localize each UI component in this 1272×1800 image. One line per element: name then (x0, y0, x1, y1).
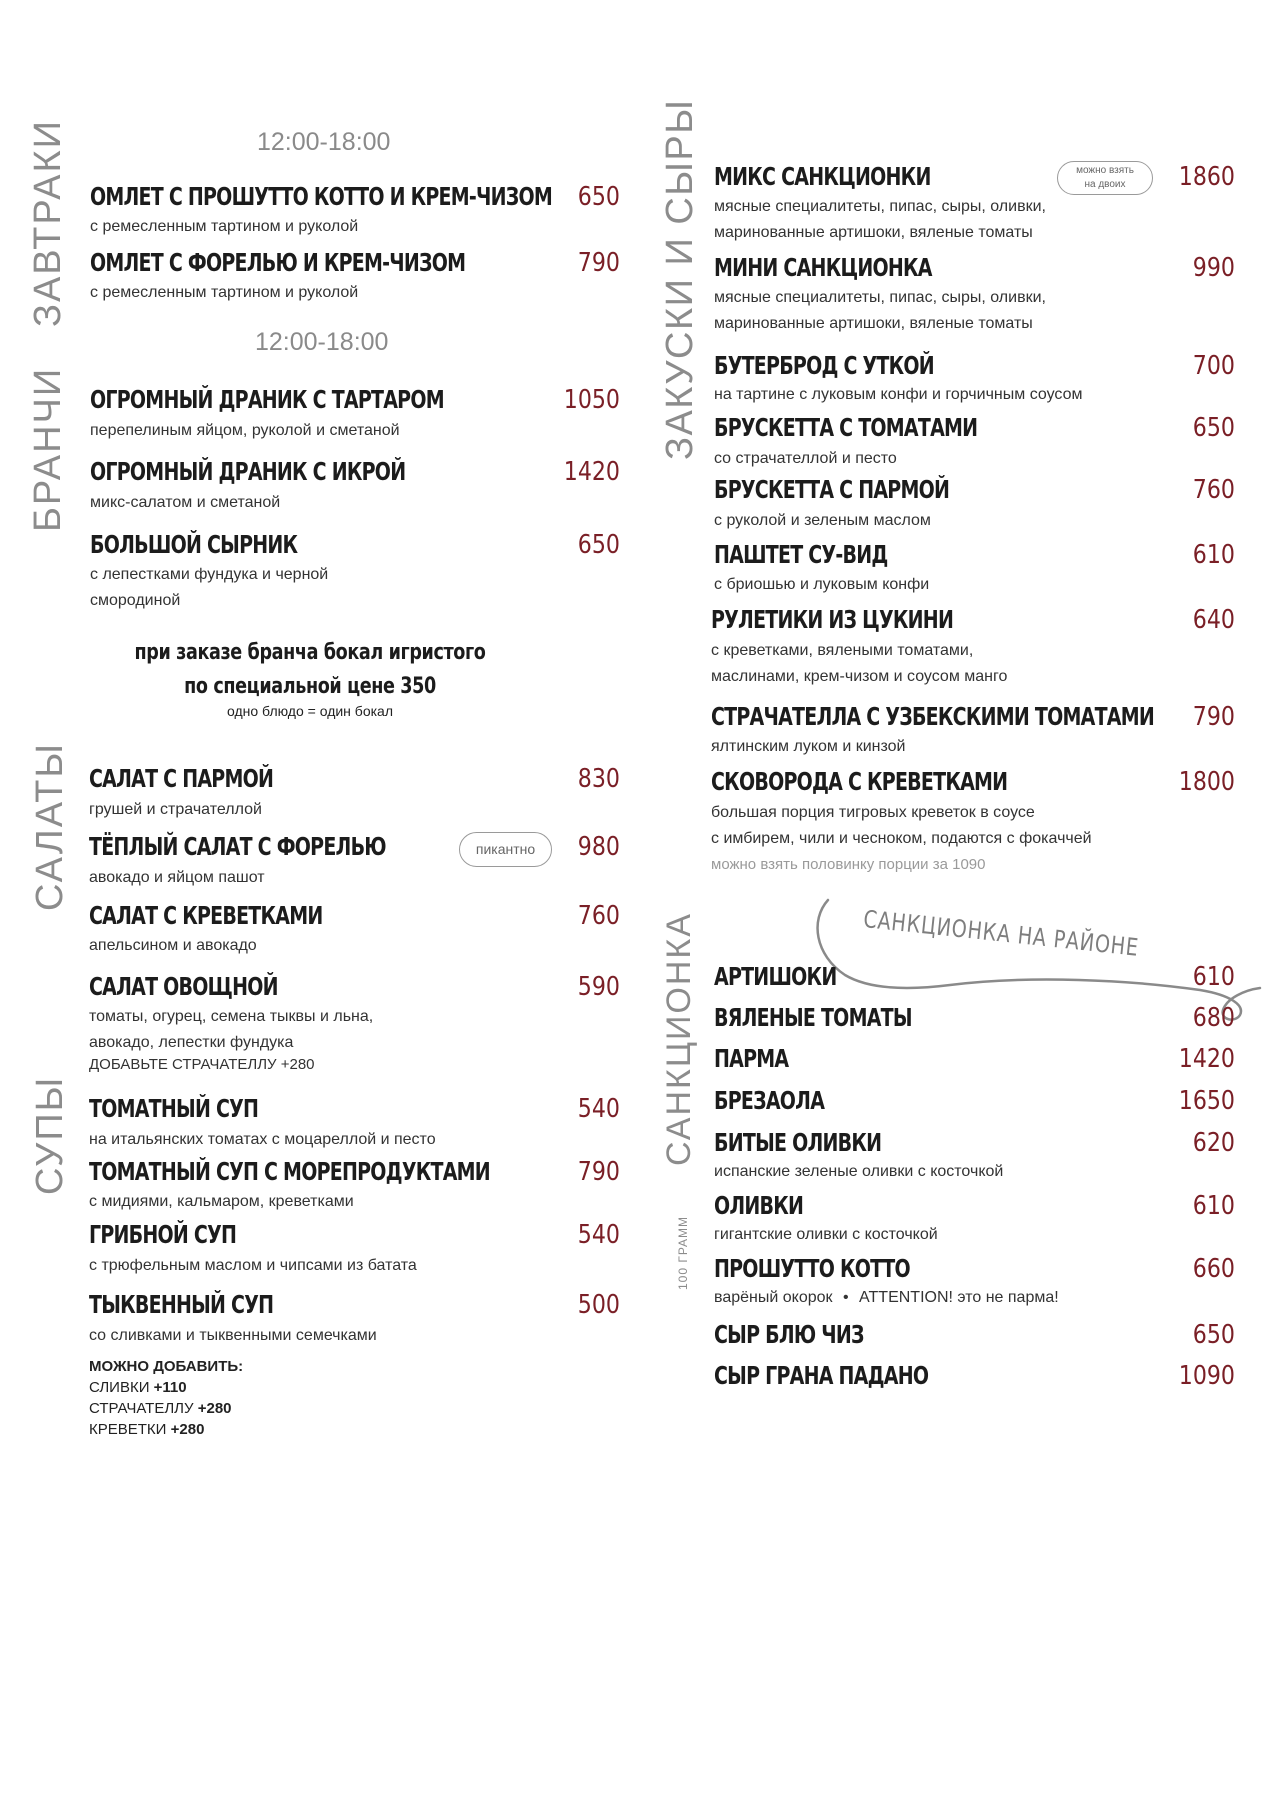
menu-item-name: ВЯЛЕНЫЕ ТОМАТЫ (714, 1003, 912, 1032)
menu-item-name: ОЛИВКИ (714, 1191, 804, 1220)
menu-item-price: 540 (577, 1094, 620, 1124)
menu-item-price: 610 (1192, 540, 1235, 570)
menu-item-price: 980 (577, 832, 620, 862)
menu-item-desc: с руколой и зеленым маслом (714, 512, 931, 529)
menu-item-name: СЫР БЛЮ ЧИЗ (714, 1320, 864, 1349)
menu-item-desc: с имбирем, чили и чесноком, подаются с фокаччей (711, 830, 1092, 847)
addon-price: +280 (170, 1421, 205, 1438)
menu-item-desc: микс-салатом и сметаной (90, 494, 281, 511)
menu-item-name: ПАРМА (714, 1044, 789, 1073)
menu-item-name: СКОВОРОДА С КРЕВЕТКАМИ (711, 767, 1008, 796)
menu-item-price: 650 (577, 182, 620, 212)
menu-item-price: 620 (1192, 1128, 1235, 1158)
menu-item-name: ОГРОМНЫЙ ДРАНИК С ТАРТАРОМ (90, 385, 444, 414)
menu-item-desc: с мидиями, кальмаром, креветками (89, 1193, 354, 1210)
menu-item-name: САЛАТ ОВОЩНОЙ (89, 972, 278, 1001)
menu-item-desc: с ремесленным тартином и руколой (90, 284, 359, 301)
menu-item-price: 660 (1192, 1254, 1235, 1284)
menu-item-name: ТОМАТНЫЙ СУП С МОРЕПРОДУКТАМИ (89, 1157, 490, 1186)
menu-item-desc: томаты, огурец, семена тыквы и льна, (89, 1008, 374, 1025)
menu-item-name: БРУСКЕТТА С ТОМАТАМИ (714, 413, 978, 442)
soup-addon-row (89, 1400, 232, 1417)
menu-item-desc (714, 1285, 1059, 1311)
menu-item-price: 760 (1192, 475, 1235, 505)
menu-item-name: ТЫКВЕННЫЙ СУП (89, 1290, 274, 1319)
menu-item-desc: мясные специалитеты, пипас, сыры, оливки, (714, 198, 1046, 215)
addon-label: СТРАЧАТЕЛЛУ (89, 1400, 194, 1417)
menu-item-desc: с ремесленным тартином и руколой (90, 218, 359, 235)
desc-text: варёный окорок (714, 1289, 833, 1306)
menu-item-name: БРУСКЕТТА С ПАРМОЙ (714, 475, 950, 504)
menu-item-price: 1090 (1178, 1361, 1235, 1391)
brunch-time: 12:00-18:00 (255, 328, 389, 356)
menu-item-name: БОЛЬШОЙ СЫРНИК (90, 530, 298, 559)
menu-item-price: 700 (1192, 351, 1235, 381)
menu-item-desc: маринованные артишоки, вяленые томаты (714, 315, 1033, 332)
menu-item-price: 790 (577, 248, 620, 278)
menu-item-desc: на тартине с луковым конфи и горчичным соусом (714, 386, 1083, 403)
menu-item-desc: мясные специалитеты, пипас, сыры, оливки, (714, 289, 1046, 306)
menu-item-desc: маслинами, крем-чизом и соусом манго (711, 668, 1008, 685)
share-badge-line: на двоих (1084, 179, 1126, 190)
brunch-promo-line: при заказе бранча бокал игристого (134, 640, 486, 665)
menu-item-desc: гигантские оливки с косточкой (714, 1226, 938, 1243)
addon-price: +280 (197, 1400, 232, 1417)
menu-item-desc: большая порция тигровых креветок в соусе (711, 804, 1035, 821)
section-title-snacks: ЗАКУСКИ И СЫРЫ (659, 98, 701, 460)
menu-item-desc: авокадо, лепестки фундука (89, 1034, 294, 1051)
soup-addon-row (89, 1379, 187, 1396)
menu-item-price: 790 (1192, 702, 1235, 732)
unit-label: 100 ГРАММ (676, 1215, 690, 1290)
menu-item-price: 610 (1192, 1191, 1235, 1221)
menu-item-desc: перепелиным яйцом, руколой и сметаной (90, 422, 400, 439)
addon-label: КРЕВЕТКИ (89, 1421, 167, 1438)
soup-addons-title (89, 1358, 243, 1375)
menu-item-desc: маринованные артишоки, вяленые томаты (714, 224, 1033, 241)
menu-item-desc: со сливками и тыквенными семечками (89, 1327, 377, 1344)
menu-item-price: 500 (577, 1290, 620, 1320)
soup-addons-title-text: МОЖНО ДОБАВИТЬ: (89, 1358, 244, 1375)
menu-item-addon: ДОБАВЬТЕ СТРАЧАТЕЛЛУ +280 (89, 1056, 315, 1073)
menu-item-name: ГРИБНОЙ СУП (89, 1220, 237, 1249)
section-title-brunch: БРАНЧИ (27, 366, 69, 532)
menu-item-desc: с лепестками фундука и черной (90, 566, 329, 583)
menu-item-desc: авокадо и яйцом пашот (89, 869, 265, 886)
menu-item-name: ТЁПЛЫЙ САЛАТ С ФОРЕЛЬЮ (89, 832, 386, 861)
menu-item-price: 540 (577, 1220, 620, 1250)
menu-item-price: 650 (1192, 1320, 1235, 1350)
menu-item-desc: со страчателлой и песто (714, 450, 897, 467)
share-badge-line: можно взять (1076, 165, 1134, 176)
menu-item-price: 590 (577, 972, 620, 1002)
brunch-promo-line: по специальной цене 350 (184, 674, 436, 699)
menu-item-name: ОГРОМНЫЙ ДРАНИК С ИКРОЙ (90, 457, 406, 486)
menu-item-desc: с креветками, вялеными томатами, (711, 642, 974, 659)
section-title-sanctionka: САНКЦИОНКА (660, 912, 698, 1166)
menu-item-desc: апельсином и авокадо (89, 937, 257, 954)
menu-item-name: ОМЛЕТ С ПРОШУТТО КОТТО И КРЕМ-ЧИЗОМ (90, 182, 553, 211)
ribbon-text: САНКЦИОНКА НА РАЙОНЕ (862, 905, 1141, 962)
menu-item-name: РУЛЕТИКИ ИЗ ЦУКИНИ (711, 605, 954, 634)
spicy-badge: пикантно (459, 832, 552, 867)
menu-item-name: ОМЛЕТ С ФОРЕЛЬЮ И КРЕМ-ЧИЗОМ (90, 248, 466, 277)
menu-item-price: 830 (577, 764, 620, 794)
menu-item-price: 1420 (1178, 1044, 1235, 1074)
menu-item-desc: смородиной (90, 592, 181, 609)
menu-item-name: САЛАТ С КРЕВЕТКАМИ (89, 901, 323, 930)
soup-addon-row (89, 1421, 204, 1438)
menu-item-price: 1050 (563, 385, 620, 415)
menu-item-price: 1420 (563, 457, 620, 487)
menu-item-desc: грушей и страчателлой (89, 801, 262, 818)
section-title-breakfast: ЗАВТРАКИ (27, 119, 69, 327)
menu-item-price: 1860 (1178, 162, 1235, 192)
menu-item-name: МИНИ САНКЦИОНКА (714, 253, 932, 282)
section-title-salads: САЛАТЫ (29, 742, 71, 911)
menu-item-desc: испанские зеленые оливки с косточкой (714, 1163, 1004, 1180)
section-title-soups: СУПЫ (29, 1075, 71, 1195)
menu-item-name: АРТИШОКИ (714, 962, 837, 991)
attention-note: ATTENTION! это не парма! (859, 1289, 1059, 1306)
menu-item-name: БУТЕРБРОД С УТКОЙ (714, 351, 934, 380)
menu-item-name: СЫР ГРАНА ПАДАНО (714, 1361, 929, 1390)
addon-label: СЛИВКИ (89, 1379, 150, 1396)
menu-item-price: 650 (1192, 413, 1235, 443)
menu-item-price: 1800 (1178, 767, 1235, 797)
menu-item-price: 760 (577, 901, 620, 931)
menu-item-price: 680 (1192, 1003, 1235, 1033)
breakfast-time: 12:00-18:00 (257, 128, 391, 156)
menu-item-name: БРЕЗАОЛА (714, 1086, 825, 1115)
menu-item-name: ПАШТЕТ СУ-ВИД (714, 540, 888, 569)
menu-item-name: ПРОШУТТО КОТТО (714, 1254, 910, 1283)
menu-item-name: СТРАЧАТЕЛЛА С УЗБЕКСКИМИ ТОМАТАМИ (711, 702, 1155, 731)
menu-item-price: 1650 (1178, 1086, 1235, 1116)
bullet-separator: • (842, 1289, 849, 1306)
menu-item-desc: с бриошью и луковым конфи (714, 576, 930, 593)
menu-item-price: 790 (577, 1157, 620, 1187)
menu-item-price: 610 (1192, 962, 1235, 992)
menu-item-desc: с трюфельным маслом и чипсами из батата (89, 1257, 417, 1274)
menu-item-price: 990 (1192, 253, 1235, 283)
menu-item-name: САЛАТ С ПАРМОЙ (89, 764, 274, 793)
menu-item-price: 650 (577, 530, 620, 560)
menu-item-desc: ялтинским луком и кинзой (711, 738, 906, 755)
menu-item-note: можно взять половинку порции за 1090 (711, 856, 986, 873)
brunch-promo-note: одно блюдо = один бокал (227, 703, 393, 719)
menu-item-price: 640 (1192, 605, 1235, 635)
addon-price: +110 (153, 1379, 187, 1396)
menu-item-name: БИТЫЕ ОЛИВКИ (714, 1128, 882, 1157)
menu-item-desc: на итальянских томатах с моцареллой и песто (89, 1131, 436, 1148)
menu-item-name: МИКС САНКЦИОНКИ (714, 162, 931, 191)
menu-item-name: ТОМАТНЫЙ СУП (89, 1094, 259, 1123)
